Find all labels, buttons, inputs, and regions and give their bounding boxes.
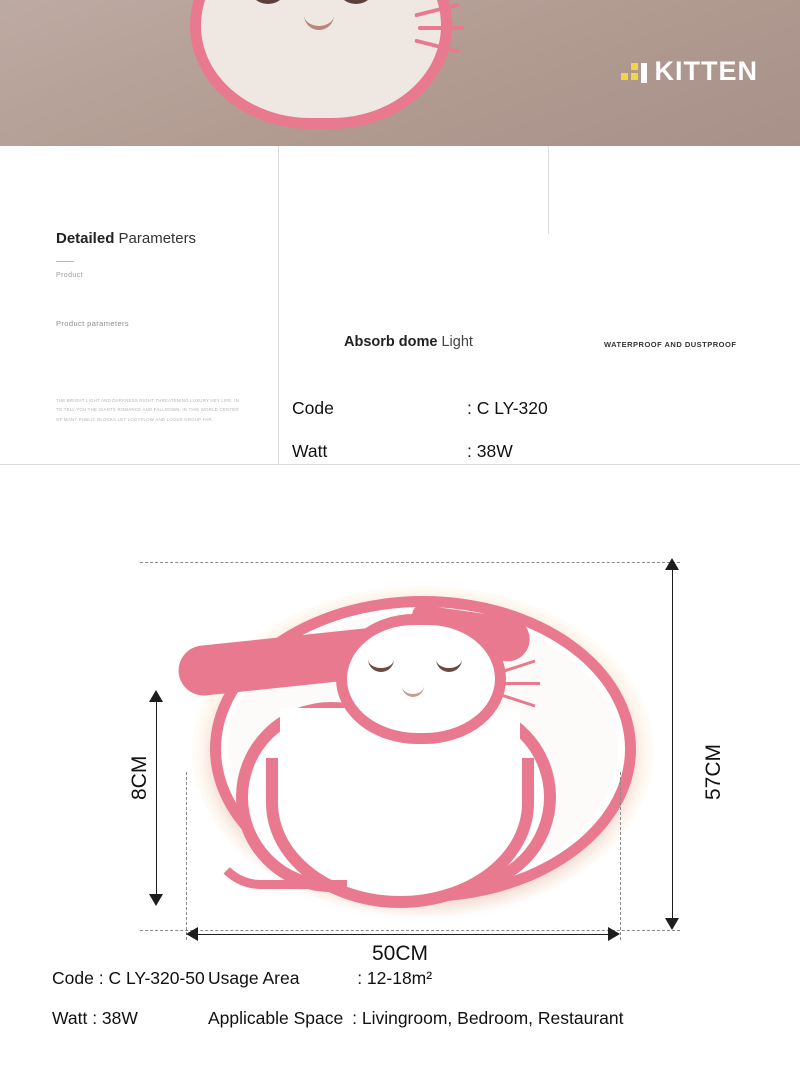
- bottom-watt-value: : 38W: [92, 1008, 138, 1028]
- spec-value: : 38W: [467, 441, 513, 461]
- absorb-dome-heading: [344, 334, 473, 350]
- bottom-spec-table: [0, 968, 800, 1065]
- bottom-row-2: [0, 1008, 800, 1048]
- bottom-row-1: [0, 968, 800, 1008]
- dimension-label-height: 8CM: [128, 755, 151, 800]
- absorb-rest-text: Light: [441, 334, 473, 350]
- product-label: Product: [56, 272, 83, 279]
- guide-line-bottom: [140, 930, 680, 931]
- heart-tail-stroke: [208, 836, 347, 889]
- divider-vertical-right: [548, 146, 549, 234]
- bottom-usage-cell: [208, 968, 432, 989]
- hero-banner: [0, 0, 800, 146]
- spec-key: Watt: [292, 441, 328, 461]
- brand-logo: [621, 56, 759, 87]
- spec-value: : C LY-320: [467, 398, 548, 418]
- lamp-product-illustration: [178, 578, 668, 928]
- product-parameters-label: Product parameters: [56, 318, 130, 328]
- heading-rule: [56, 261, 74, 262]
- bottom-watt-cell: [0, 1008, 208, 1029]
- cat-head-shape: [336, 614, 506, 744]
- cat-illustration-banner: [176, 0, 466, 144]
- brand-name: KITTEN: [654, 56, 758, 86]
- arrow-right-width: [608, 927, 620, 941]
- arrow-down-height: [149, 894, 163, 906]
- bottom-space-key: Applicable Space: [208, 1008, 344, 1028]
- bottom-space-value: : Livingroom, Bedroom, Restaurant: [352, 1008, 624, 1028]
- dimension-label-width: 50CM: [372, 942, 429, 965]
- kitten-blocks-logo-icon: [621, 59, 647, 85]
- dimension-label-diameter: 57CM: [702, 743, 725, 800]
- bottom-code-value: : C LY-320-50: [98, 968, 205, 988]
- dimension-line-width: [194, 934, 612, 935]
- dimension-line-height: [156, 700, 157, 900]
- waterproof-label: WATERPROOF AND DUSTPROOF: [604, 340, 737, 349]
- dimension-line-diameter: [672, 568, 673, 924]
- bottom-usage-value: : 12-18m²: [357, 968, 433, 988]
- divider-vertical-left: [278, 146, 279, 464]
- arrow-up-diameter: [665, 558, 679, 570]
- detailed-rest-text: Parameters: [118, 230, 197, 247]
- arrow-down-diameter: [665, 918, 679, 930]
- guide-line-top: [140, 562, 680, 563]
- bottom-space-cell: [208, 1008, 624, 1029]
- arrow-left-width: [186, 927, 198, 941]
- spec-key: Code: [292, 398, 334, 418]
- spec-row-code: [292, 398, 792, 441]
- fine-print-text: THE BRIGHT LIGHT AND DARKNESS RIGHT THREATENING LUXURY HEY LIFE, IN TO TELL YOU THE GIANTS ROMANCE AND FALLDOWN. IN THIS WORLD CENTER OF MANY PUBLIC BLOCKS LET LOGYFLOW AND LOOKS GROUP FAR.: [56, 398, 240, 422]
- arrow-up-height: [149, 690, 163, 702]
- guide-line-right: [620, 772, 621, 940]
- guide-line-left: [186, 772, 187, 940]
- cat-whisker-icon: [418, 26, 464, 30]
- absorb-bold-text: Absorb dome: [344, 334, 438, 350]
- parameters-section: [0, 146, 800, 465]
- bottom-usage-key: Usage Area: [208, 968, 300, 988]
- cat-whisker-icon: [498, 682, 540, 685]
- cat-illustration-lamp: [314, 592, 544, 772]
- bottom-code-cell: [0, 968, 208, 989]
- detailed-bold-text: Detailed: [56, 230, 115, 247]
- detailed-parameters-heading: [56, 230, 256, 330]
- bottom-watt-key: Watt: [52, 1008, 88, 1028]
- bottom-code-key: Code: [52, 968, 94, 988]
